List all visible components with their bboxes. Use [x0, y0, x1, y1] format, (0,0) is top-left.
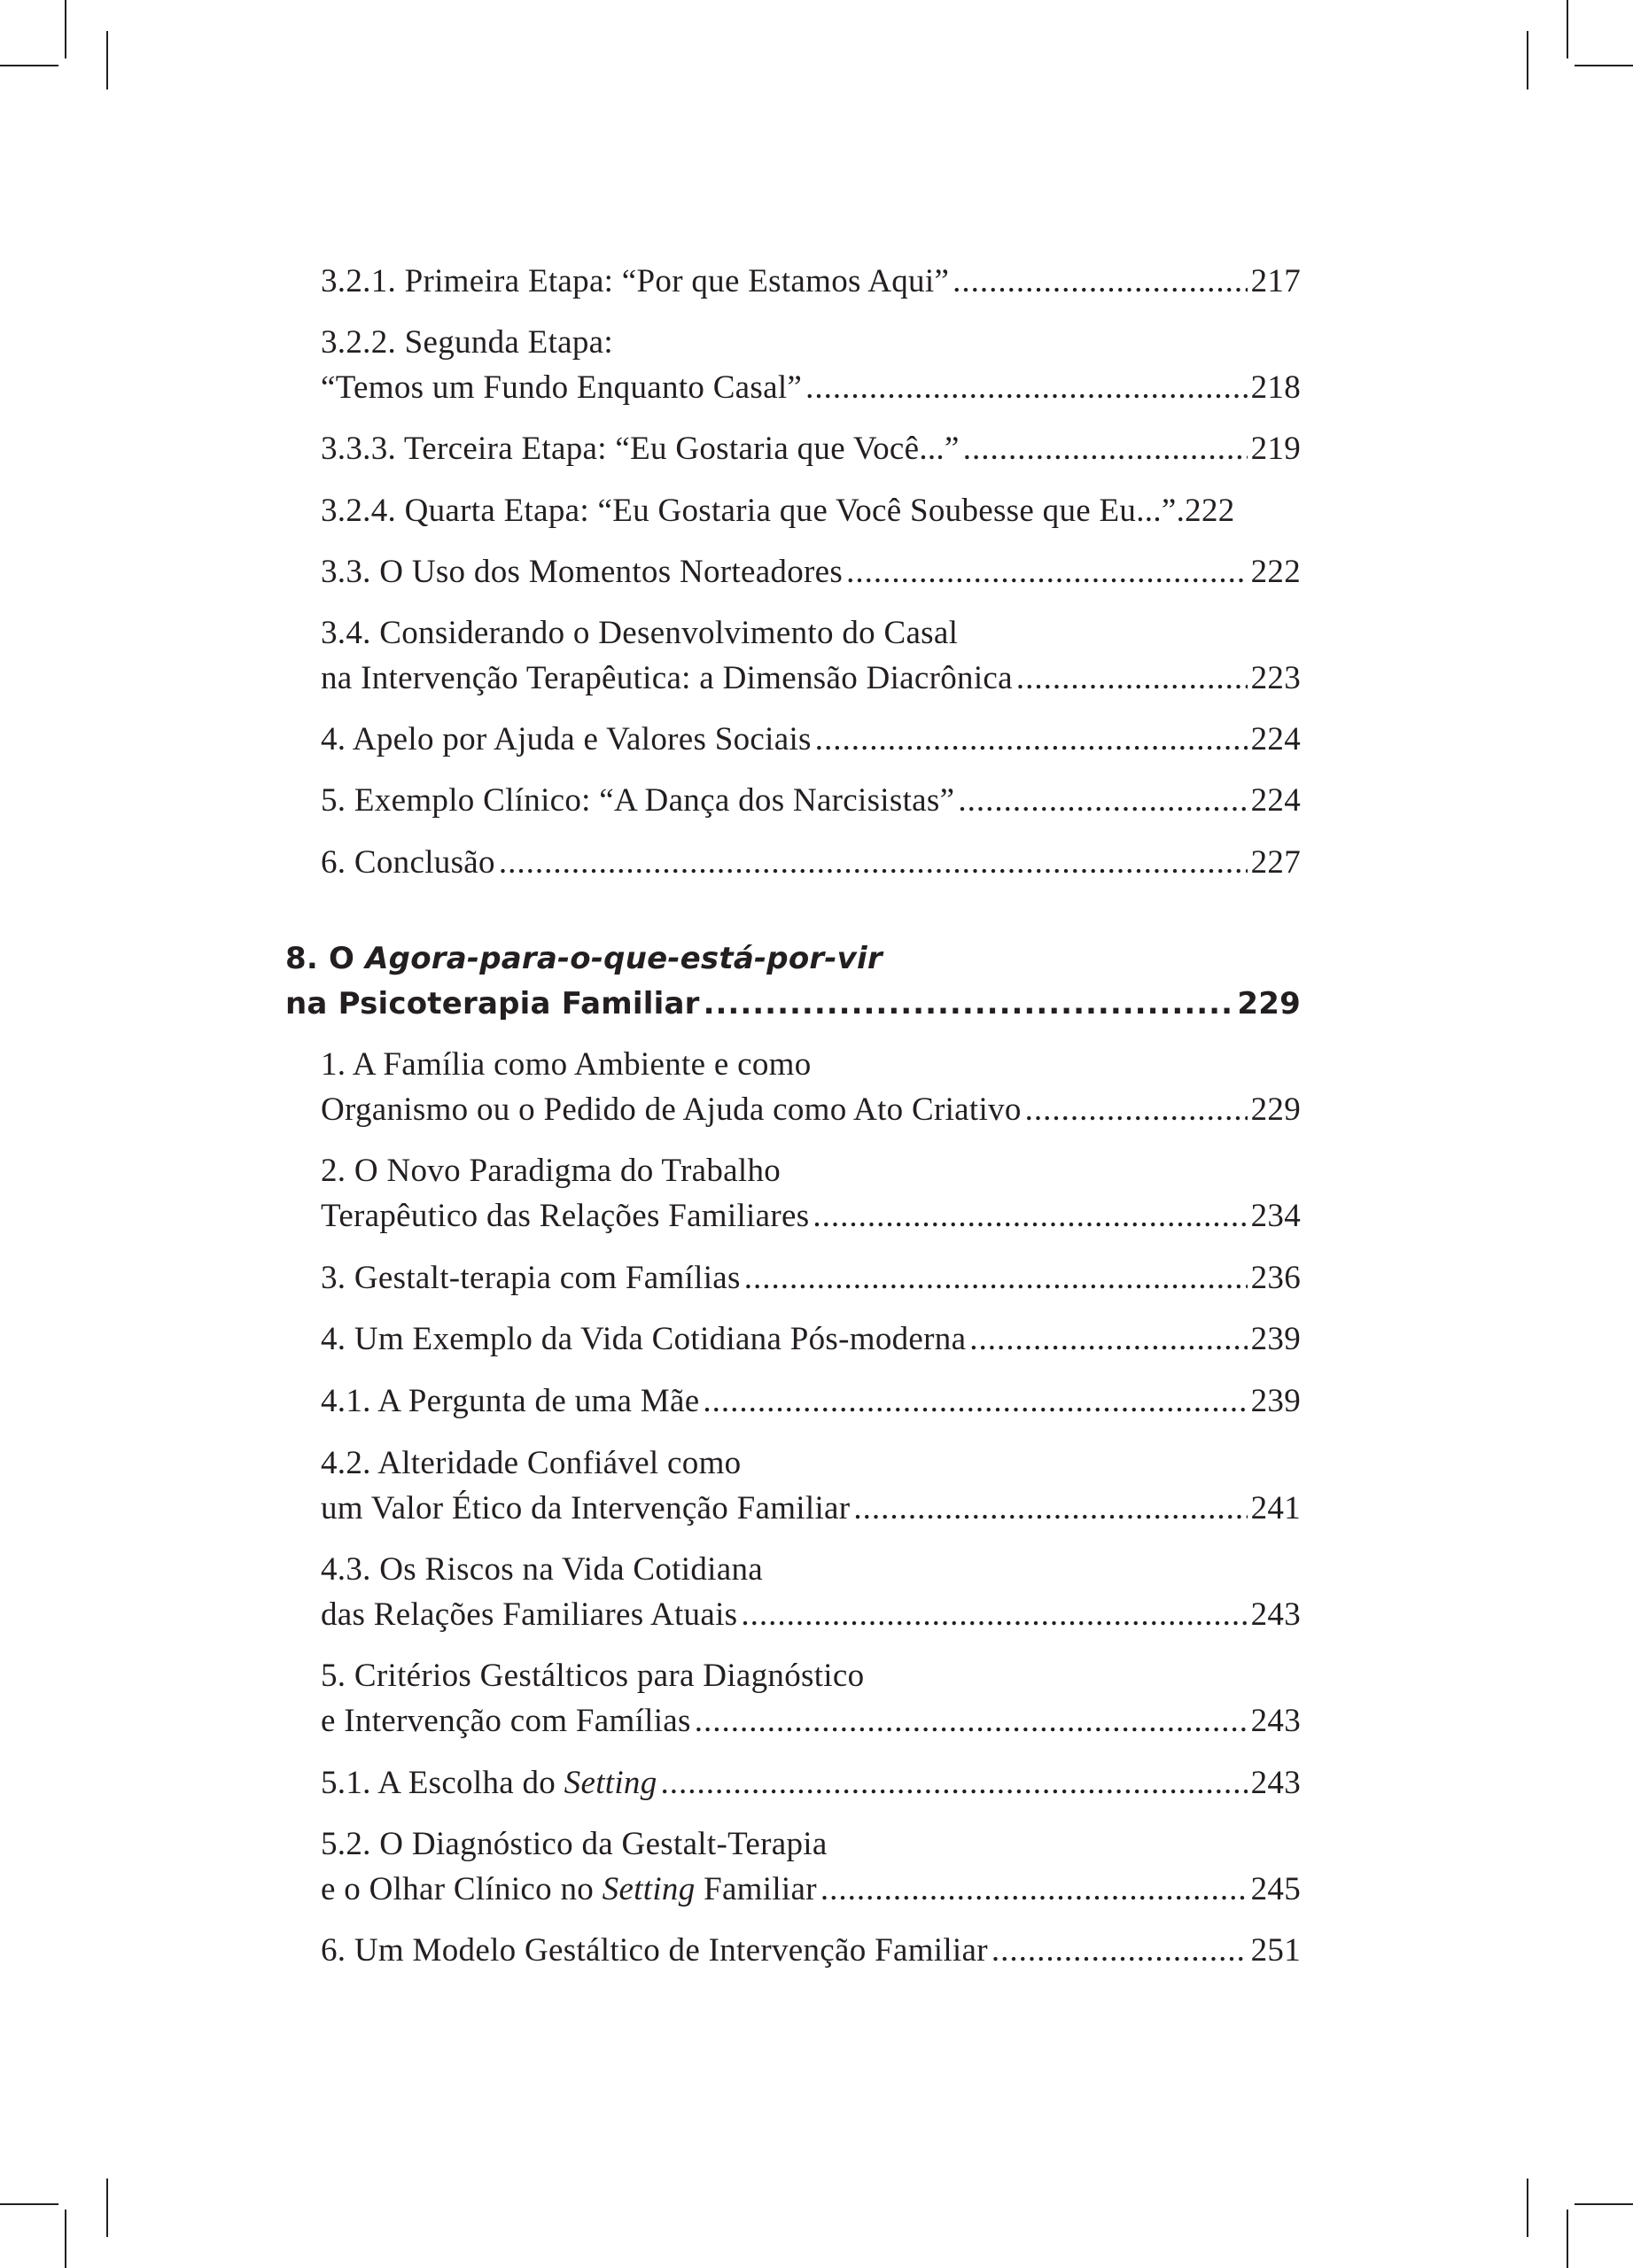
toc-entry-title-part: 5.1. A Escolha do: [321, 1765, 564, 1801]
toc-entry-title-part: Familiar: [695, 1871, 817, 1907]
dot-leader: [813, 1193, 1247, 1239]
chapter-number: 8. O: [285, 941, 366, 976]
dot-leader: [853, 1486, 1247, 1531]
toc-page-number: 223: [1250, 660, 1301, 696]
toc-entry-title-italic: Setting: [602, 1871, 696, 1907]
toc-entry-title: um Valor Ético da Intervenção Familiar: [321, 1490, 851, 1526]
chapter-title-italic: Agora-para-o-que-está-por-vir: [365, 941, 883, 976]
toc-entry-title-line1: 1. A Família como Ambiente e como: [321, 1046, 812, 1083]
toc-entry-title: das Relações Familiares Atuais: [321, 1596, 738, 1633]
toc-entry-title: 5. Exemplo Clínico: “A Dança dos Narcisistas”: [321, 782, 955, 819]
toc-entry-title: “Temos um Fundo Enquanto Casal”: [321, 369, 803, 406]
toc-page-number: 239: [1250, 1321, 1301, 1357]
toc-entry[interactable]: [321, 549, 1301, 594]
toc-entry[interactable]: [321, 1148, 1301, 1239]
toc-page-number: 218: [1250, 369, 1301, 406]
toc-entry-title-italic: Setting: [564, 1765, 657, 1801]
toc-entry-title-line1: 4.3. Os Riscos na Vida Cotidiana: [321, 1551, 763, 1588]
toc-entry[interactable]: [321, 320, 1301, 410]
toc-page-number: 243: [1250, 1596, 1301, 1633]
toc-entry[interactable]: [321, 1379, 1301, 1424]
toc-entry-title: Organismo ou o Pedido de Ajuda como Ato Criativo: [321, 1091, 1022, 1128]
toc-entry[interactable]: [321, 426, 1301, 471]
dot-leader: [744, 1255, 1248, 1301]
dot-leader: [953, 259, 1247, 304]
toc-entry-title: [321, 1760, 657, 1806]
toc-entry-title: 3.2.4. Quarta Etapa: “Eu Gostaria que Você Soubesse que Eu...”.: [321, 493, 1186, 529]
toc-entry[interactable]: [321, 1255, 1301, 1301]
toc-entry-title-line1: 3.2.2. Segunda Etapa:: [321, 324, 613, 361]
chapter-title-line2: na Psicoterapia Familiar: [285, 986, 700, 1021]
toc-entry-title: na Intervenção Terapêutica: a Dimensão Diacrônica: [321, 660, 1013, 696]
toc-entry-title: 4. Apelo por Ajuda e Valores Sociais: [321, 721, 812, 757]
toc-page-number: 234: [1250, 1198, 1301, 1234]
toc-entry[interactable]: [321, 1441, 1301, 1531]
dot-leader: [499, 840, 1248, 885]
dot-leader: [704, 982, 1234, 1027]
toc-entry[interactable]: [321, 1760, 1301, 1806]
toc-entry-title: e Intervenção com Famílias: [321, 1703, 691, 1739]
toc-entry[interactable]: [321, 1547, 1301, 1637]
toc-entry[interactable]: [321, 778, 1301, 823]
toc-entry[interactable]: [321, 1821, 1301, 1912]
toc-entry-title: 4.1. A Pergunta de uma Mãe: [321, 1383, 700, 1419]
toc-entry[interactable]: [321, 1928, 1301, 1973]
toc-entry-title: 3.2.1. Primeira Etapa: “Por que Estamos Aqui”: [321, 263, 950, 299]
toc-entry-title: 3.3.3. Terceira Etapa: “Eu Gostaria que Você...”: [321, 431, 960, 467]
toc-page-number: 224: [1250, 782, 1301, 819]
toc-entry-title-line1: 5.2. O Diagnóstico da Gestalt-Terapia: [321, 1826, 828, 1862]
toc-page-number: 251: [1250, 1932, 1301, 1969]
toc-entry[interactable]: [321, 717, 1301, 762]
toc-entry-title-line1: 4.2. Alteridade Confiável como: [321, 1445, 742, 1481]
dot-leader: [1025, 1087, 1248, 1132]
toc-page-number: 245: [1250, 1871, 1301, 1907]
toc-page-number: 229: [1250, 1091, 1301, 1128]
toc-entry[interactable]: [321, 840, 1301, 885]
chapter-title-line1: [285, 936, 1301, 982]
toc-page-number: 227: [1250, 844, 1301, 881]
toc-entry-title-line1: 2. O Novo Paradigma do Trabalho: [321, 1153, 782, 1189]
toc-page-number: 243: [1250, 1765, 1301, 1801]
dot-leader: [846, 549, 1248, 594]
toc-page-number: 236: [1250, 1260, 1301, 1296]
toc-page-number: 222: [1250, 554, 1301, 590]
toc-chapter-heading[interactable]: [285, 936, 1301, 1027]
toc-entry-title: [321, 1867, 817, 1912]
dot-leader: [805, 365, 1247, 410]
toc-entry-title-line1: 5. Critérios Gestálticos para Diagnóstico: [321, 1658, 865, 1694]
toc-page-number: 241: [1250, 1490, 1301, 1526]
dot-leader: [963, 426, 1248, 471]
toc-page-number: 224: [1250, 721, 1301, 757]
dot-leader: [703, 1379, 1247, 1424]
toc-page-number: 243: [1250, 1703, 1301, 1739]
toc-entry[interactable]: [321, 1653, 1301, 1744]
toc-entry-title: Terapêutico das Relações Familiares: [321, 1198, 810, 1234]
dot-leader: [695, 1698, 1248, 1744]
dot-leader: [661, 1760, 1248, 1806]
dot-leader: [958, 778, 1247, 823]
toc-entry[interactable]: [321, 1042, 1301, 1132]
toc-page-number: 229: [1237, 986, 1301, 1021]
toc-entry[interactable]: [321, 610, 1301, 701]
toc-entry-title: 4. Um Exemplo da Vida Cotidiana Pós-moderna: [321, 1321, 967, 1357]
toc-entry[interactable]: [321, 259, 1301, 304]
dot-leader: [991, 1928, 1248, 1973]
toc-entry-title: 6. Conclusão: [321, 844, 495, 881]
toc-entry-title: 3. Gestalt-terapia com Famílias: [321, 1260, 741, 1296]
dot-leader: [815, 717, 1248, 762]
toc-page-number: 219: [1250, 431, 1301, 467]
toc-entry-title-line1: 3.4. Considerando o Desenvolvimento do Casal: [321, 615, 959, 651]
toc-entry-title-part: e o Olhar Clínico no: [321, 1871, 603, 1907]
toc-entry-title: 6. Um Modelo Gestáltico de Intervenção Familiar: [321, 1932, 988, 1969]
toc-entry[interactable]: [321, 488, 1301, 533]
dot-leader: [820, 1867, 1248, 1912]
dot-leader: [969, 1317, 1247, 1362]
dot-leader: [1016, 656, 1248, 701]
dot-leader: [741, 1592, 1247, 1637]
toc-page-number: 217: [1250, 263, 1301, 299]
toc-entry[interactable]: [321, 1317, 1301, 1362]
toc-entry-title: 3.3. O Uso dos Momentos Norteadores: [321, 554, 844, 590]
toc-page-number: 239: [1250, 1383, 1301, 1419]
toc-page-number: 222: [1185, 493, 1235, 529]
